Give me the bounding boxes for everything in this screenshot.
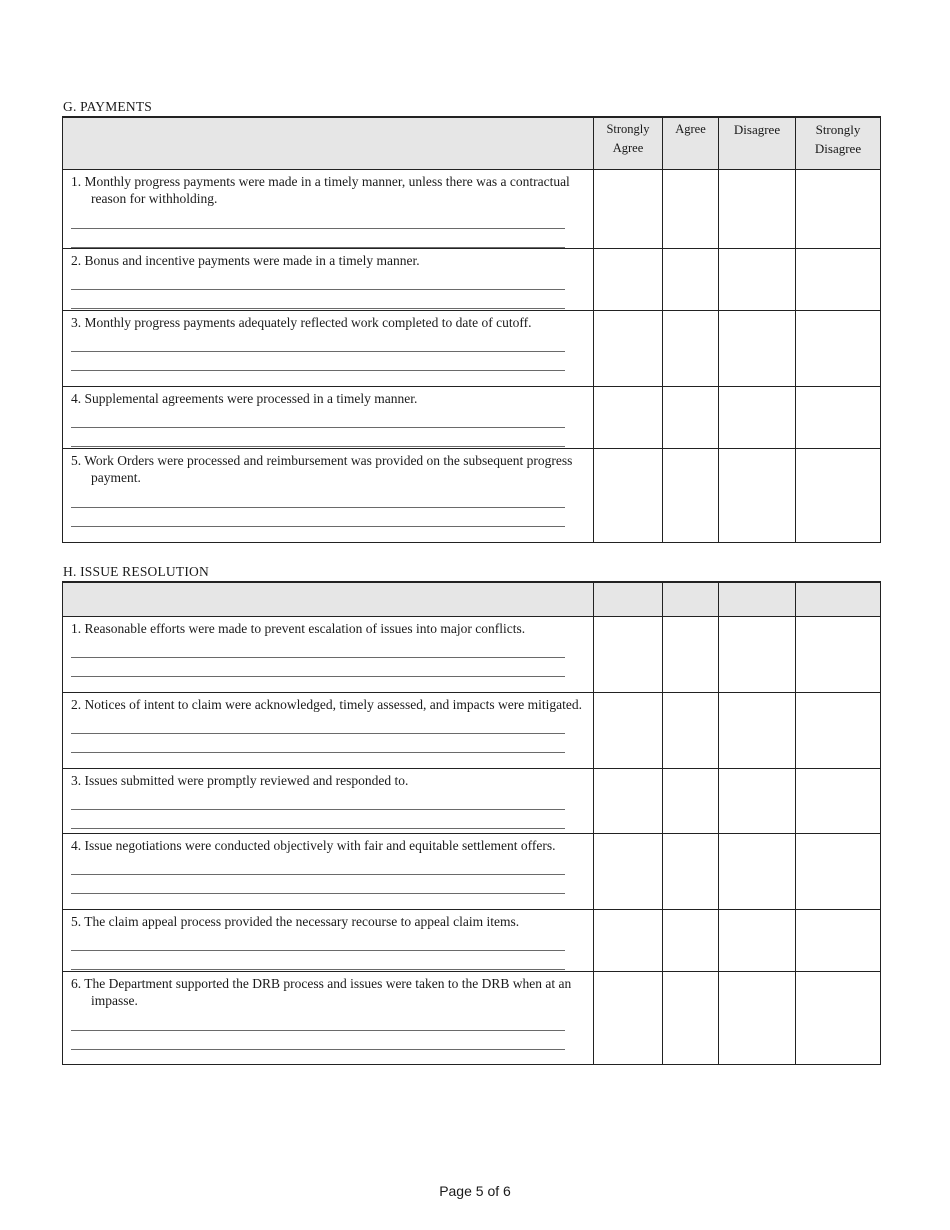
comment-line[interactable] — [71, 713, 565, 734]
comment-line[interactable] — [71, 290, 565, 309]
question-cell — [63, 768, 594, 833]
section-title-payments: G. PAYMENTS — [63, 99, 152, 114]
question-text: 4. Supplemental agreements were processed in a timely manner. — [71, 390, 418, 406]
question-header — [63, 582, 594, 616]
comment-line[interactable] — [71, 428, 565, 447]
response-strongly-disagree[interactable] — [796, 386, 881, 448]
header-disagree: Disagree — [719, 117, 796, 169]
response-strongly-agree[interactable] — [594, 768, 663, 833]
response-disagree[interactable] — [719, 248, 796, 310]
table-row — [63, 386, 881, 448]
table-row — [63, 169, 881, 248]
response-strongly-disagree[interactable] — [796, 909, 881, 971]
response-strongly-agree[interactable] — [594, 692, 663, 768]
comment-line[interactable] — [71, 875, 565, 894]
table-row — [63, 616, 881, 692]
response-agree[interactable] — [663, 448, 719, 542]
response-agree[interactable] — [663, 768, 719, 833]
header-strongly-agree — [594, 582, 663, 616]
response-strongly-agree[interactable] — [594, 448, 663, 542]
question-cell — [63, 169, 594, 248]
question-text: 3. Issues submitted were promptly reviewed and responded to. — [71, 772, 409, 788]
response-disagree[interactable] — [719, 971, 796, 1064]
comment-line[interactable] — [71, 269, 565, 290]
response-disagree[interactable] — [719, 448, 796, 542]
comment-line[interactable] — [71, 229, 565, 248]
response-strongly-agree[interactable] — [594, 386, 663, 448]
header-agree: Agree — [663, 117, 719, 169]
question-text: 3. Monthly progress payments adequately reflected work completed to date of cutoff. — [71, 314, 532, 330]
response-strongly-agree[interactable] — [594, 616, 663, 692]
question-text: 5. The claim appeal process provided the necessary recourse to appeal claim items. — [71, 913, 520, 929]
question-text: 5. Work Orders were processed and reimbursement was provided on the subsequent progress payment. — [71, 452, 573, 485]
header-disagree — [719, 582, 796, 616]
response-strongly-disagree[interactable] — [796, 768, 881, 833]
header-strongly-disagree — [796, 582, 881, 616]
question-cell — [63, 386, 594, 448]
response-strongly-disagree[interactable] — [796, 833, 881, 909]
response-disagree[interactable] — [719, 692, 796, 768]
section-title-issue-resolution: H. ISSUE RESOLUTION — [63, 564, 209, 579]
comment-line[interactable] — [71, 407, 565, 428]
response-disagree[interactable] — [719, 616, 796, 692]
comment-line[interactable] — [71, 331, 565, 352]
response-agree[interactable] — [663, 310, 719, 386]
payments-table — [62, 116, 881, 543]
table-row — [63, 768, 881, 833]
comment-line[interactable] — [71, 208, 565, 229]
comment-line[interactable] — [71, 487, 565, 508]
response-agree[interactable] — [663, 909, 719, 971]
question-text: 1. Reasonable efforts were made to prevent escalation of issues into major conflicts. — [71, 620, 526, 636]
response-disagree[interactable] — [719, 909, 796, 971]
question-text: 1. Monthly progress payments were made in a timely manner, unless there was a contractual reason for withholding. — [71, 173, 570, 206]
header-agree — [663, 582, 719, 616]
comment-line[interactable] — [71, 508, 565, 527]
comment-line[interactable] — [71, 637, 565, 658]
response-strongly-agree[interactable] — [594, 909, 663, 971]
response-agree[interactable] — [663, 692, 719, 768]
question-cell — [63, 310, 594, 386]
comment-line[interactable] — [71, 951, 565, 970]
comment-line[interactable] — [71, 854, 565, 875]
comment-line[interactable] — [71, 734, 565, 753]
comment-line[interactable] — [71, 789, 565, 810]
response-disagree[interactable] — [719, 386, 796, 448]
table-row — [63, 248, 881, 310]
comment-line[interactable] — [71, 658, 565, 677]
response-disagree[interactable] — [719, 768, 796, 833]
response-strongly-disagree[interactable] — [796, 616, 881, 692]
response-agree[interactable] — [663, 833, 719, 909]
response-disagree[interactable] — [719, 310, 796, 386]
response-agree[interactable] — [663, 248, 719, 310]
response-strongly-disagree[interactable] — [796, 169, 881, 248]
header-strongly-disagree: Strongly Disagree — [796, 117, 881, 169]
question-cell — [63, 692, 594, 768]
comment-line[interactable] — [71, 352, 565, 371]
table-row — [63, 971, 881, 1064]
header-strongly-agree: Strongly Agree — [594, 117, 663, 169]
question-text: 2. Bonus and incentive payments were made in a timely manner. — [71, 252, 420, 268]
response-strongly-agree[interactable] — [594, 169, 663, 248]
response-strongly-disagree[interactable] — [796, 310, 881, 386]
question-cell — [63, 248, 594, 310]
question-text: 4. Issue negotiations were conducted objectively with fair and equitable settlement offers. — [71, 837, 556, 853]
response-strongly-disagree[interactable] — [796, 448, 881, 542]
comment-line[interactable] — [71, 930, 565, 951]
question-cell — [63, 971, 594, 1064]
question-cell — [63, 833, 594, 909]
response-strongly-disagree[interactable] — [796, 692, 881, 768]
question-cell — [63, 909, 594, 971]
response-strongly-agree[interactable] — [594, 310, 663, 386]
page-number: Page 5 of 6 — [439, 1183, 511, 1199]
response-agree[interactable] — [663, 971, 719, 1064]
comment-line[interactable] — [71, 810, 565, 829]
table-row — [63, 909, 881, 971]
question-header — [63, 117, 594, 169]
table-row — [63, 448, 881, 542]
response-agree[interactable] — [663, 169, 719, 248]
response-disagree[interactable] — [719, 169, 796, 248]
question-cell — [63, 448, 594, 542]
response-agree[interactable] — [663, 616, 719, 692]
question-text: 6. The Department supported the DRB process and issues were taken to the DRB when at an impasse. — [71, 975, 572, 1008]
response-strongly-agree[interactable] — [594, 971, 663, 1064]
issue-resolution-table — [62, 581, 881, 1065]
response-strongly-disagree[interactable] — [796, 248, 881, 310]
response-agree[interactable] — [663, 386, 719, 448]
question-text: 2. Notices of intent to claim were acknowledged, timely assessed, and impacts were mitigated. — [71, 696, 582, 712]
table-row — [63, 310, 881, 386]
response-strongly-agree[interactable] — [594, 833, 663, 909]
comment-line[interactable] — [71, 1031, 565, 1050]
table-row — [63, 833, 881, 909]
table-row — [63, 692, 881, 768]
response-disagree[interactable] — [719, 833, 796, 909]
question-cell — [63, 616, 594, 692]
comment-line[interactable] — [71, 1010, 565, 1031]
response-strongly-agree[interactable] — [594, 248, 663, 310]
response-strongly-disagree[interactable] — [796, 971, 881, 1064]
